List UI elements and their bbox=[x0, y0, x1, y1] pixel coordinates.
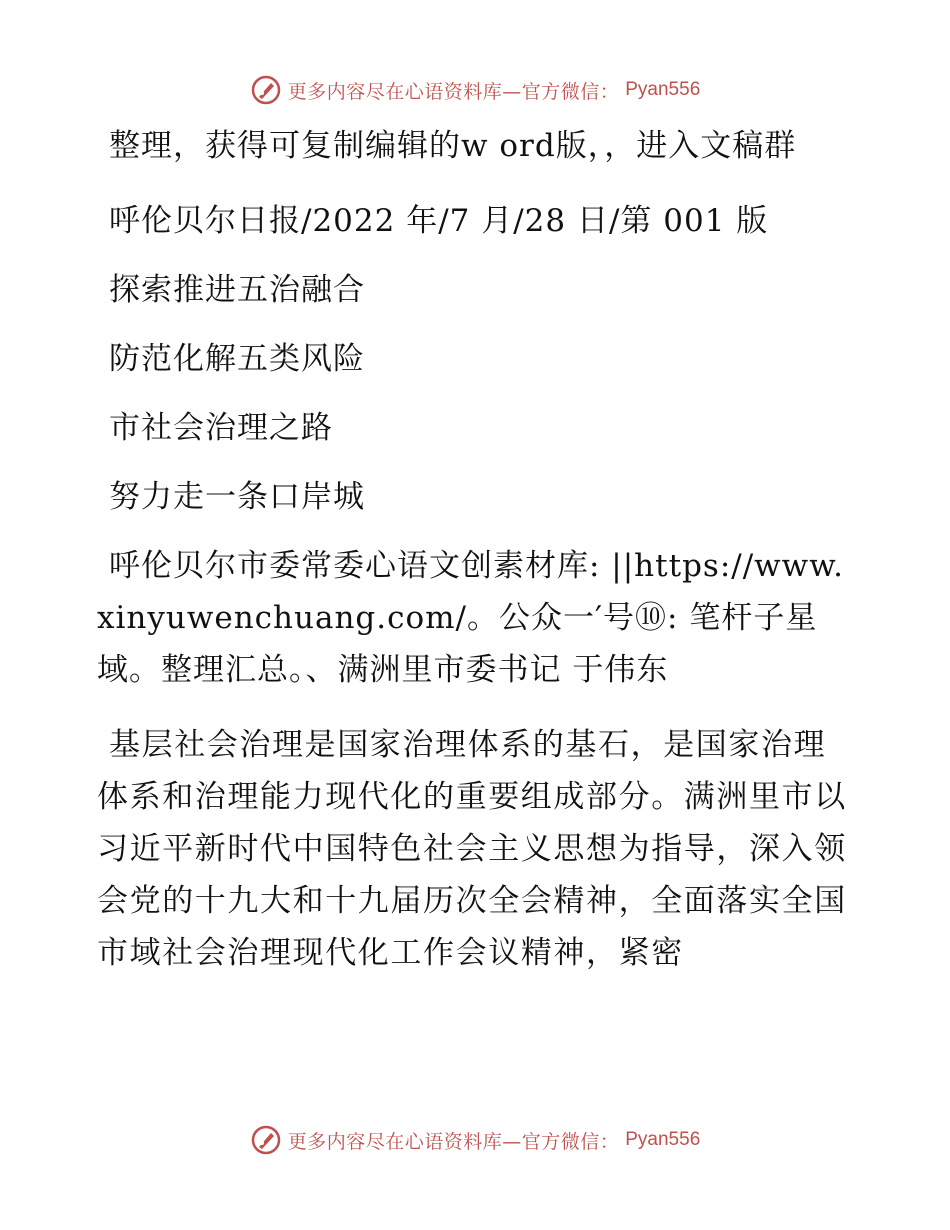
banner-suffix: 官方微信： bbox=[521, 80, 620, 103]
banner-title: 更多内容尽在心语资料库 bbox=[287, 1130, 503, 1153]
header-banner bbox=[0, 70, 950, 110]
intro-paragraph: 整理，获得可复制编辑的w ord版，，进入文稿群 bbox=[109, 128, 797, 164]
headline-line-1: 探索推进五治融合 bbox=[109, 272, 365, 308]
banner-title: 更多内容尽在心语资料库 bbox=[287, 80, 503, 103]
document-body bbox=[97, 120, 857, 1002]
pen-nib-logo-icon bbox=[250, 1124, 282, 1156]
body-paragraph: 基层社会治理是国家治理体系的基石，是国家治理体系和治理能力现代化的重要组成部分。满洲里市以习近平新时代中国特色社会主义思想为指导，深入领会党的十九大和十九届历次全会精神，全面落实全国市域社会治理现代化工作会议精神，紧密 bbox=[97, 727, 847, 971]
pen-nib-logo-icon bbox=[250, 74, 282, 106]
headline-line-3: 市社会治理之路 bbox=[109, 410, 333, 446]
headline-line-4: 努力走一条口岸城 bbox=[109, 479, 365, 515]
banner-wechat-id: Pyan556 bbox=[625, 1129, 701, 1150]
banner-wechat-id: Pyan556 bbox=[625, 79, 701, 100]
banner-suffix: 官方微信： bbox=[521, 1130, 620, 1153]
footer-banner bbox=[0, 1120, 950, 1160]
author-paragraph: 呼伦贝尔市委常委心语文创素材库: ||https://www.xinyuwenchuang.com/。公众一′号⑩: 笔杆子星域。整理汇总。、满洲里市委书记 于伟东 bbox=[97, 548, 844, 688]
banner-separator: — bbox=[502, 80, 522, 103]
headline-line-2: 防范化解五类风险 bbox=[109, 341, 365, 377]
source-line: 呼伦贝尔日报/2022 年/7 月/28 日/第 001 版 bbox=[109, 203, 769, 239]
banner-separator: — bbox=[502, 1130, 522, 1153]
